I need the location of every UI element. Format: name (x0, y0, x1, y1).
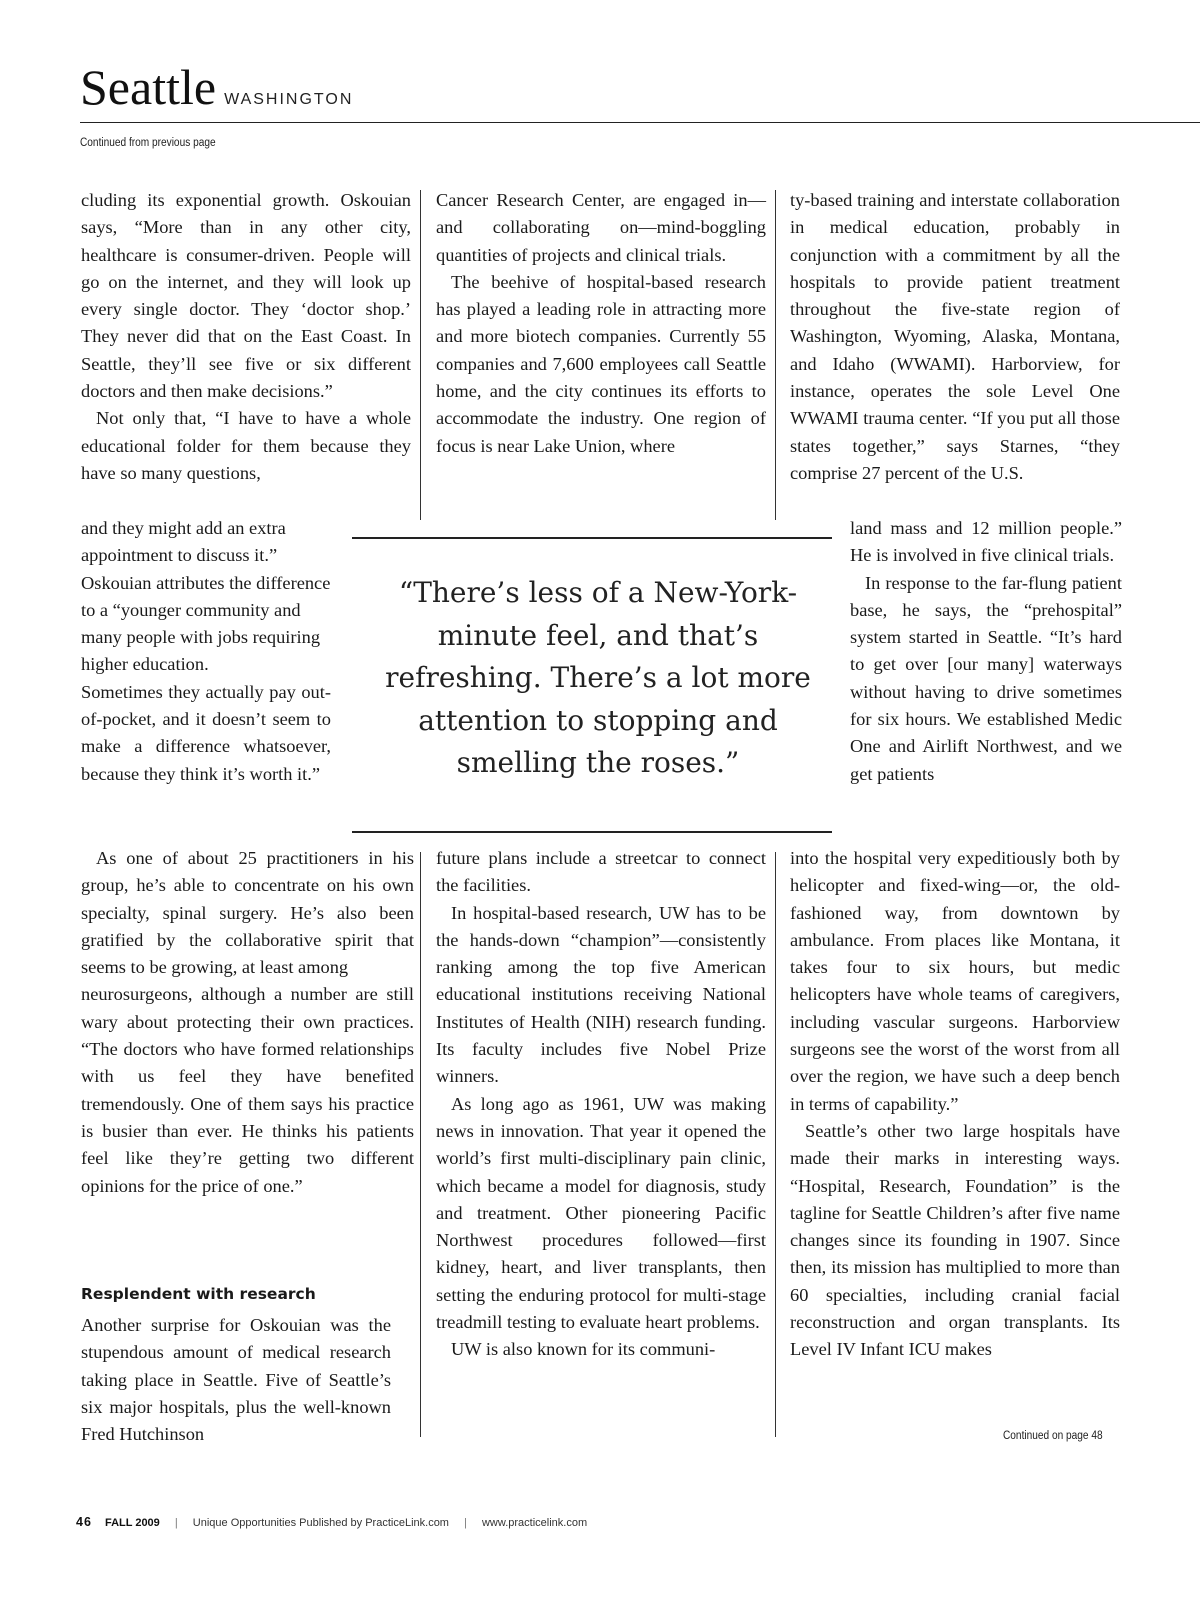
paragraph: Seattle’s other two large hospitals have made their marks in interesting ways. “Hospital, Research, Foundation” is the tagline for Seattle Children’s after five name changes since its founding in 1907. Since then, its mission has multiplied to more than 60 specialties, including cranial facial reconstruction and organ transplants. Its Level IV Infant ICU makes (790, 1120, 1120, 1360)
column-1-narrow (81, 515, 331, 788)
subheading: Resplendent with research (81, 1285, 316, 1303)
paragraph: Sometimes they actually pay out-of-pocket, and it doesn’t seem to make a difference whatsoever, because they think it’s worth it.” (81, 681, 331, 784)
issue-season: FALL 2009 (104, 1517, 160, 1529)
paragraph: The beehive of hospital-based research has played a leading role in attracting more and more biotech companies. Currently 55 companies and 7,600 employees call Seattle home, and the city continues its efforts to accommodate the industry. One region of focus is near Lake Union, where (436, 271, 766, 456)
paragraph: UW is also known for its communi- (451, 1339, 716, 1360)
column-1-after-subhead (81, 1312, 391, 1448)
paragraph: and they might add an extra appointment to discuss it.” Oskouian attributes the difference to a “younger community and many people with jobs requiring higher education. (81, 518, 331, 675)
column-2-top (436, 187, 766, 460)
paragraph: As long ago as 1961, UW was making news in innovation. That year it opened the world’s first multi-disciplinary pain clinic, which became a model for diagnosis, study and treatment. Other pioneering Pacific Northwest procedures followed—first kidney, heart, and liver transplants, then setting the enduring protocol for multi-stage treadmill testing to evaluate heart problems. (436, 1093, 766, 1333)
column-divider (775, 852, 776, 1437)
column-1-bottom (81, 845, 414, 1200)
column-divider (420, 190, 421, 520)
pull-quote-top-rule (352, 537, 832, 539)
paragraph: future plans include a streetcar to connect the facilities. (436, 848, 766, 896)
pull-quote: “There’s less of a New-York-minute feel, and that’s refreshing. There’s a lot more attention to stopping and smelling the roses.” (385, 576, 811, 779)
publication-url: www.practicelink.com (481, 1517, 588, 1529)
column-divider (420, 852, 421, 1437)
paragraph: As one of about 25 practitioners in his group, he’s able to concentrate on his own specialty, spinal surgery. He’s also been gratified by the collaborative spirit that seems to be growing, at least among (81, 848, 414, 978)
city-title: Seattle (80, 59, 217, 115)
column-2-bottom (436, 845, 766, 1364)
paragraph: neurosurgeons, although a number are still wary about protecting their own practices. “The doctors who have formed relationships with us feel they have benefited tremendously. One of them says his practice is busier than ever. He thinks his patients feel like they’re getting two different opinions for the price of one.” (81, 984, 414, 1196)
paragraph: In hospital-based research, UW has to be the hands-down “champion”—consistently ranking among the top five American educational institutions receiving National Institutes of Health (NIH) research funding. Its faculty includes five Nobel Prize winners. (436, 902, 766, 1087)
paragraph: cluding its exponential growth. Oskouian says, “More than in any other city, healthcare is consumer-driven. People will go on the internet, and they will look up every single doctor. They ‘doctor shop.’ They never did that on the East Coast. In Seattle, they’ll see five or six different doctors and then make decisions.” (81, 190, 411, 402)
continued-on-note: Continued on page 48 (1003, 1430, 1103, 1442)
paragraph: ty-based training and interstate collaboration in medical education, probably in conjunction with a commitment by all the hospitals to provide patient treatment throughout the five-state region of Washington, Wyoming, Alaska, Montana, and Idaho (WWAMI). Harborview, for instance, operates the sole Level One WWAMI trauma center. “If you put all those states together,” says Starnes, “they comprise 27 percent of the U.S. (790, 190, 1120, 483)
paragraph: land mass and 12 million people.” He is involved in five clinical trials. (850, 518, 1122, 566)
column-3-narrow (850, 515, 1122, 788)
pull-quote-bottom-rule (352, 831, 832, 833)
paragraph: In response to the far-flung patient base, he says, the “prehospital” system started in Seattle. “It’s hard to get over [our many] waterways without having to drive sometimes for six hours. We established Medic One and Airlift Northwest, and we get patients (850, 572, 1122, 784)
page-number: 46 (76, 1515, 92, 1529)
state-label: WASHINGTON (224, 91, 354, 108)
footer-separator: | (174, 1517, 178, 1529)
publication-name: Unique Opportunities Published by PracticeLink.com (192, 1517, 449, 1529)
footer-separator: | (464, 1517, 467, 1529)
header-rule (80, 122, 1200, 123)
continued-from-note: Continued from previous page (80, 137, 216, 149)
column-1-top (81, 187, 411, 487)
column-divider (775, 190, 776, 520)
paragraph: Cancer Research Center, are engaged in—and collaborating on—mind-boggling quantities of projects and clinical trials. (436, 190, 766, 265)
paragraph: Not only that, “I have to have a whole educational folder for them because they have so many questions, (81, 408, 411, 483)
section-header (80, 59, 354, 115)
paragraph: into the hospital very expeditiously both by helicopter and fixed-wing—or, the old-fashioned way, from downtown by ambulance. From places like Montana, it takes four to six hours, but medic helicopters have whole teams of caregivers, including vascular surgeons. Harborview surgeons see the worst of the worst from all over the region, we have such a deep bench in terms of capability.” (790, 848, 1120, 1114)
column-3-top (790, 187, 1120, 487)
paragraph: Another surprise for Oskouian was the stupendous amount of medical research taking place in Seattle. Five of Seattle’s six major hospitals, plus the well-known Fred Hutchinson (81, 1315, 391, 1445)
column-3-bottom (790, 845, 1120, 1364)
page-footer (76, 1515, 587, 1529)
